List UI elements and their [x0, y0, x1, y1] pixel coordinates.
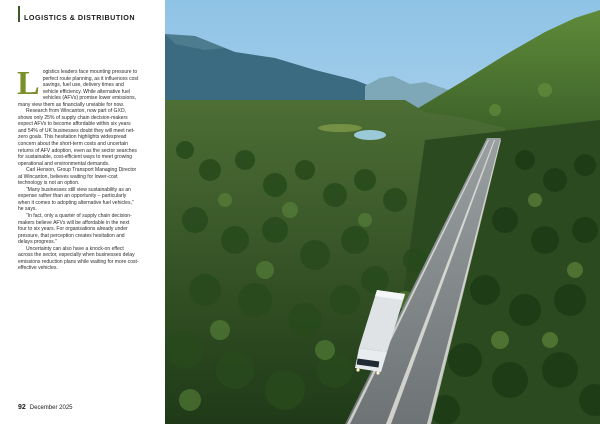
paragraph-4: “Many businesses still view sustainability as an expense rather than an opportunity – particularly when it comes to adopting alternative fuel vehicles,” he says.	[18, 186, 134, 213]
paragraph-2: Research from Wincanton, now part of GXO, shows only 25% of supply chain decision-makers expect AFVs to become affordable within six years and 54% of UK businesses doubt they will meet net-zero goals. This hesitation highlights widespread concern about the short-term costs and uncertain returns of AFV adoption, even as the sector searches for sustainable, cost-efficient ways to meet growing operational and environmental demands.	[18, 108, 137, 167]
lake	[354, 130, 386, 140]
paragraph-1	[17, 65, 139, 108]
truck-forest-road-illustration	[165, 0, 600, 424]
text-column	[0, 0, 165, 424]
section-rule	[18, 6, 20, 22]
page-footer	[18, 404, 73, 411]
issue-date: December 2025	[29, 405, 73, 411]
article-body	[17, 65, 139, 272]
drop-cap: L	[17, 65, 40, 102]
paragraph-3: Carl Henson, Group Transport Managing Director at Wincanton, believes waiting for lower-cost technology is not an option.	[18, 167, 137, 187]
paragraph-5: “In fact, only a quarter of supply chain decision-makers believe AFVs will be affordable in the next four to six years. For organisations already under pressure, that perception creates hesitation and delays progress.”	[18, 213, 132, 246]
landscape-photo	[165, 0, 600, 424]
paragraph-6: Uncertainty can also have a knock-on effect across the sector, especially when businesses delay emissions reduction plans while waiting for more cost-effective vehicles.	[18, 245, 139, 272]
paragraph-1-text: ogistics leaders face mounting pressure to perfect route planning, as it influences cost savings, fuel use, delivery times and vehicle efficiency. While alternative fuel vehicles (AFVs) promise lower emissions, many view them as financially unviable for now.	[18, 69, 139, 108]
page-number: 92	[18, 404, 26, 411]
section-title: LOGISTICS & DISTRIBUTION	[24, 13, 136, 22]
